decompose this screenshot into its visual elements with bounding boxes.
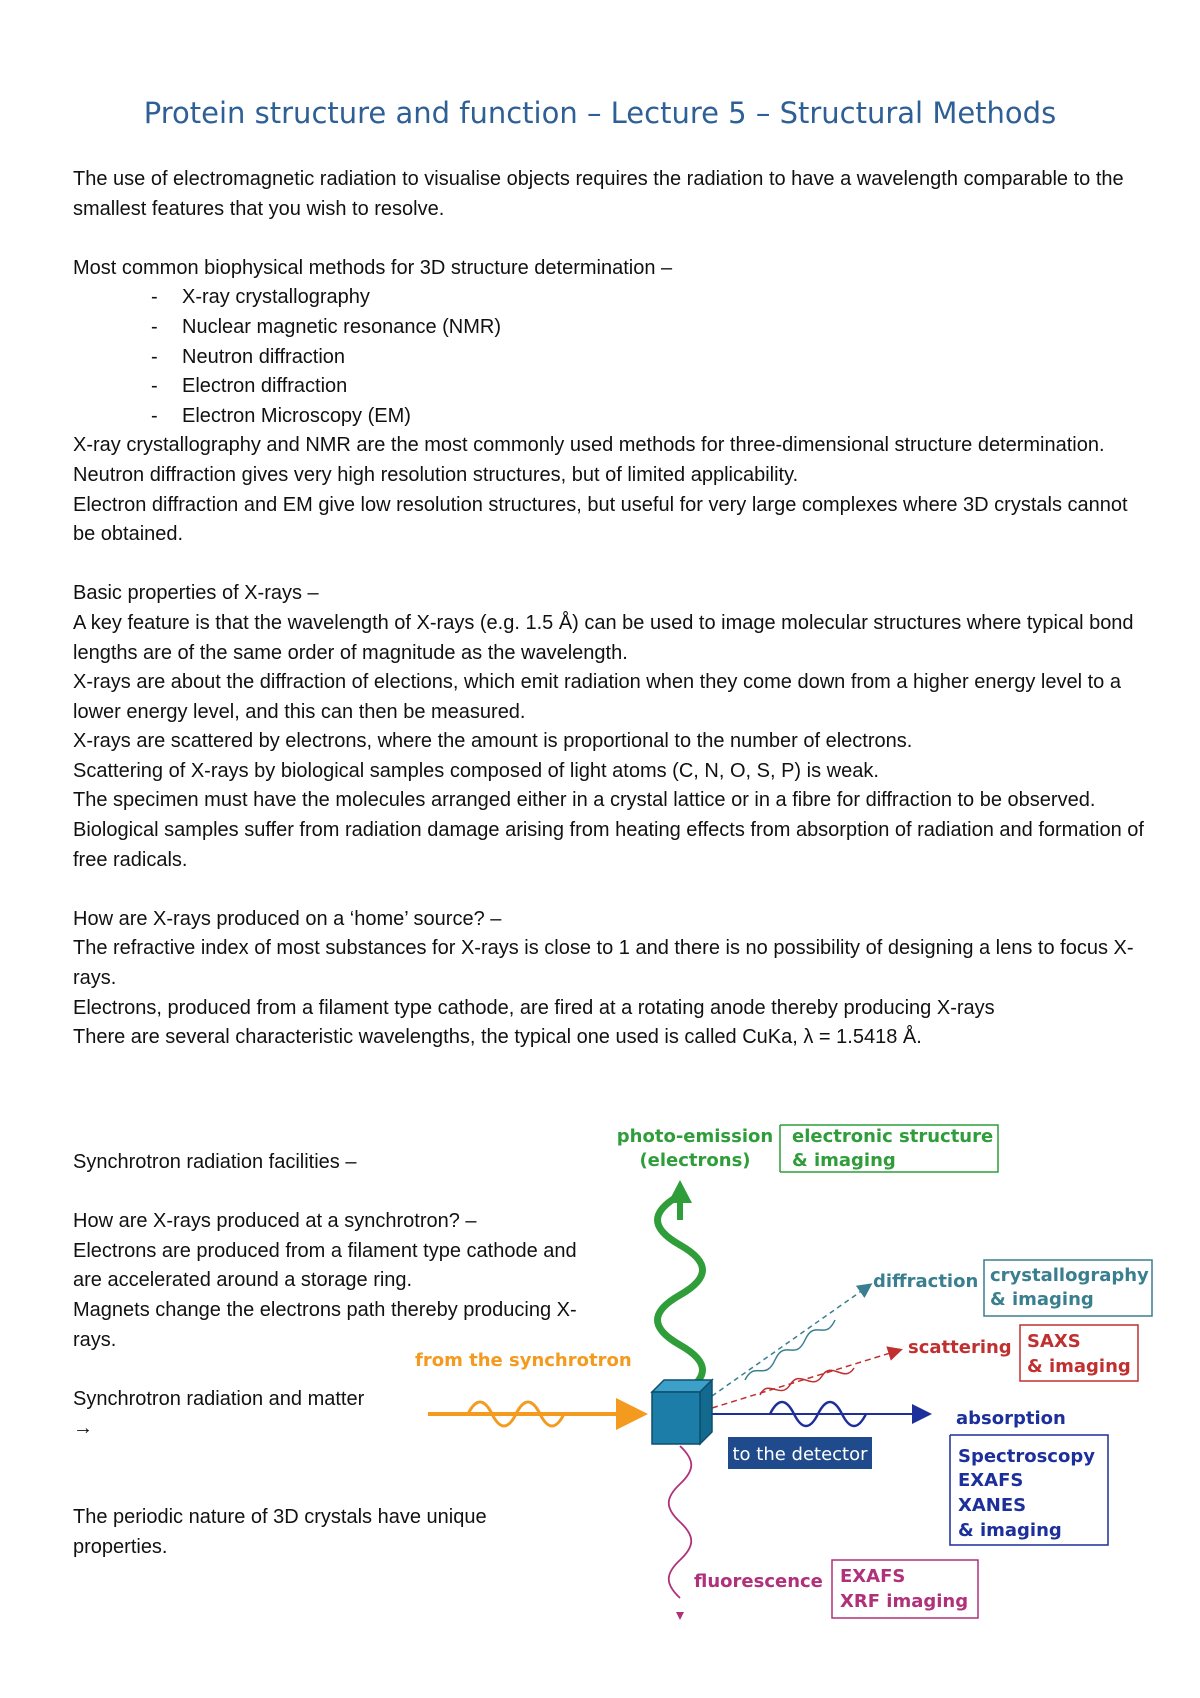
xray-basics-paragraph: X-rays are scattered by electrons, where the amount is proportional to the number of electrons. [73, 730, 913, 753]
xray-basics-paragraph: The specimen must have the molecules arranged either in a crystal lattice or in a fibre for diffraction to be observed. [73, 789, 1096, 812]
home-source-paragraph: There are several characteristic wavelengths, the typical one used is called CuKa, λ = 1.5418 Å. [73, 1026, 922, 1049]
list-item: - Electron diffraction [73, 372, 1153, 402]
spectroscopy-exafs-label: EXAFS [958, 1470, 1024, 1491]
synchrotron-paragraph: Magnets change the electrons path thereby producing X-rays. [73, 1298, 577, 1351]
xrf-imaging-label: XRF imaging [840, 1591, 969, 1612]
home-source-paragraph: Electrons, produced from a filament type cathode, are fired at a rotating anode thereby producing X-rays [73, 996, 995, 1019]
page-title: Protein structure and function – Lecture 5 – Structural Methods [143, 96, 1057, 130]
methods-note: X-ray crystallography and NMR are the most commonly used methods for three-dimensional structure determination. [73, 434, 1105, 457]
electronic-structure-sub-label: & imaging [792, 1150, 896, 1171]
arrow-right-icon: → [73, 1417, 93, 1440]
xray-basics-paragraph: A key feature is that the wavelength of X-rays (e.g. 1.5 Å) can be used to image molecular structures where typical bond lengths are of the same order of magnitude as the wavelength. [73, 611, 1134, 664]
list-item: - X-ray crystallography [73, 283, 1153, 313]
xray-basics-paragraph: X-rays are about the diffraction of elections, which emit radiation when they come down from a higher energy level to a lower energy level, and this can then be measured. [73, 671, 1121, 723]
synchrotron-paragraph: Electrons are produced from a filament type cathode and are accelerated around a storage ring. [73, 1239, 577, 1292]
exafs-label: EXAFS [840, 1566, 906, 1587]
diffraction-ray [712, 1285, 870, 1396]
diffraction-label: diffraction [873, 1271, 979, 1292]
synchrotron-periodic: The periodic nature of 3D crystals have unique properties. [73, 1506, 487, 1558]
synchrotron-facilities-heading: Synchrotron radiation facilities – [73, 1151, 357, 1173]
to-detector-label: to the detector [732, 1444, 868, 1465]
saxs-label: SAXS [1027, 1331, 1081, 1352]
scattering-ray [712, 1350, 900, 1408]
home-source-paragraph: The refractive index of most substances for X-rays is close to 1 and there is no possibility of designing a lens to focus X-rays. [73, 937, 1134, 990]
intro-paragraph: The use of electromagnetic radiation to visualise objects requires the radiation to have a wavelength comparable to the smallest features that you wish to resolve. [73, 168, 1124, 220]
absorption-label: absorption [956, 1408, 1066, 1429]
synchrotron-question: How are X-rays produced at a synchrotron? – [73, 1210, 477, 1233]
list-item: - Nuclear magnetic resonance (NMR) [73, 313, 1153, 343]
synchrotron-matter-label: Synchrotron radiation and matter [73, 1387, 365, 1410]
scattering-label: scattering [908, 1337, 1012, 1358]
diffraction-wave [745, 1320, 835, 1380]
methods-note: Electron diffraction and EM give low resolution structures, but useful for very large complexes where 3D crystals cannot be obtained. [73, 493, 1128, 546]
xray-basics-heading: Basic properties of X-rays – [73, 582, 319, 605]
fluorescence-label: fluorescence [694, 1571, 823, 1592]
list-item: - Neutron diffraction [73, 343, 1153, 373]
spectroscopy-xanes-label: XANES [958, 1495, 1027, 1516]
spectroscopy-label: Spectroscopy [958, 1446, 1095, 1467]
list-item: - Electron Microscopy (EM) [73, 402, 1153, 432]
down-arrow-icon [676, 1612, 684, 1620]
crystallography-sub-label: & imaging [990, 1289, 1094, 1310]
fluorescence-wave [669, 1446, 692, 1598]
sample-cube [652, 1380, 712, 1444]
xray-basics-paragraph: Biological samples suffer from radiation damage arising from heating effects from absorption of radiation and formation of free radicals. [73, 819, 1144, 871]
photo-emission-sub-label: (electrons) [639, 1150, 751, 1171]
up-arrow-icon [668, 1180, 692, 1203]
electronic-structure-label: electronic structure [792, 1126, 994, 1147]
xray-basics-paragraph: Scattering of X-rays by biological samples composed of light atoms (C, N, O, S, P) is weak. [73, 759, 879, 782]
methods-heading: Most common biophysical methods for 3D structure determination – [73, 256, 673, 279]
spectroscopy-imaging-label: & imaging [958, 1520, 1062, 1541]
crystallography-label: crystallography [990, 1265, 1149, 1286]
photo-emission-wave [658, 1195, 703, 1395]
scattering-wave [760, 1368, 854, 1395]
saxs-sub-label: & imaging [1027, 1356, 1131, 1377]
methods-note: Neutron diffraction gives very high resolution structures, but of limited applicability. [73, 463, 799, 486]
home-source-heading: How are X-rays produced on a ‘home’ source? – [73, 907, 502, 930]
photo-emission-label: photo-emission [616, 1126, 774, 1147]
from-synchrotron-label: from the synchrotron [415, 1350, 632, 1371]
